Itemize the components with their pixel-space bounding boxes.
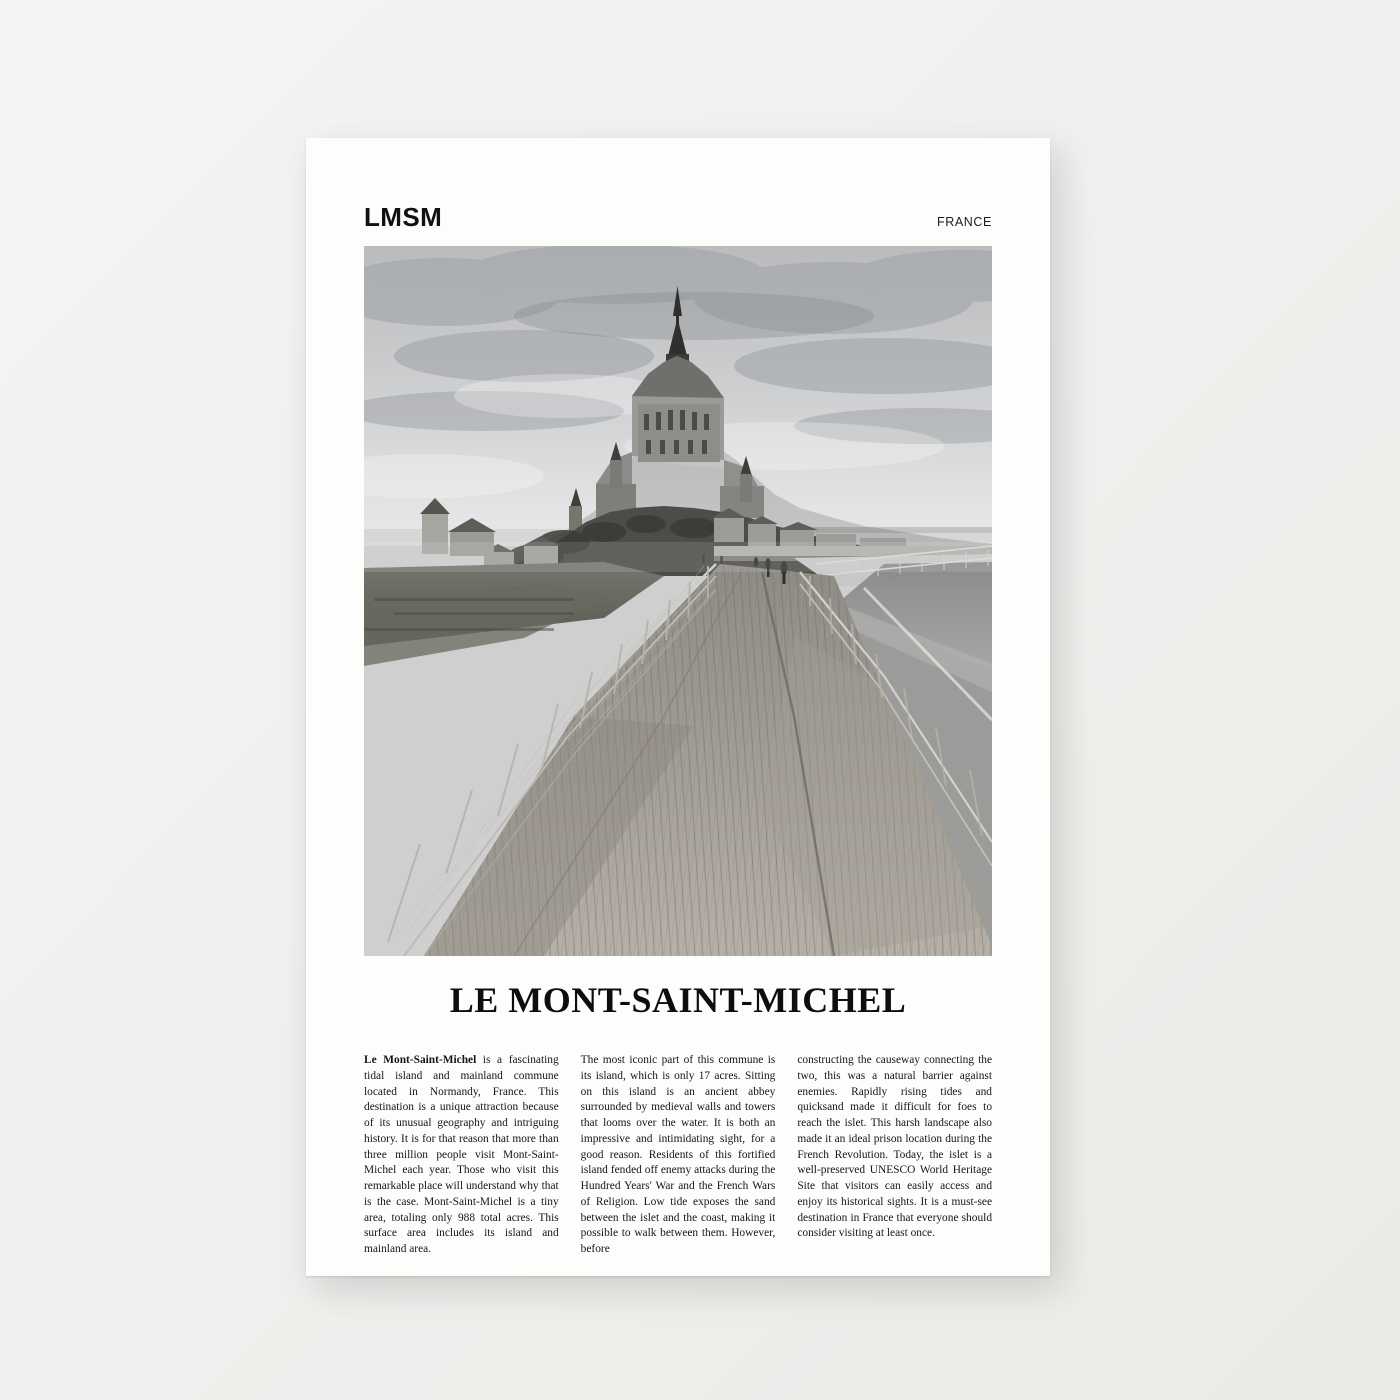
body-column-1 — [364, 1053, 559, 1258]
page-title: LE MONT-SAINT-MICHEL — [449, 980, 907, 1020]
poster-content — [364, 202, 993, 1255]
poster-photograph — [364, 246, 992, 956]
lead-place-name: Le Mont-Saint-Michel — [364, 1054, 477, 1067]
body-column-3: constructing the causeway connecting the two, this was a natural barrier against enemies. Rapidly rising tides and quicksand made it difficult for foes to reach the islet. This harsh landscape also made it an ideal prison location during the French Revolution. Today, the islet is a well-preserved UNESCO World Heritage Site that visitors can easily access and enjoy its historical sights. It is a must-see destination in France that everyone should consider visiting at least once. — [797, 1054, 993, 1240]
country-label: FRANCE — [937, 215, 992, 229]
body-column-2: The most iconic part of this commune is its island, which is only 17 acres. Sitting on this island is an ancient abbey surrounded by medieval walls and towers that looms over the water. It is both an impressive and intimidating sight, for a good reason. Residents of this fortified island fended off enemy attacks during the Hundred Years' War and the French Wars of Religion. Low tide exposes the sand between the islet and the coast, making it possible to walk between them. However, before — [580, 1054, 776, 1255]
mont-saint-michel-photo — [364, 246, 992, 956]
body-column-1-text: is a fascinating tidal island and mainland commune located in Normandy, France. This destination is a unique attraction because of its unusual geography and intriguing history. It is for that reason that more than three million people visit Mont-Saint-Michel each year. Those who visit this remarkable place will understand why that is the case. Mont-Saint-Michel is a tiny area, totaling only 988 total acres. This surface area includes its island and mainland area. — [364, 1054, 559, 1255]
brand-mark: LMSM — [364, 202, 443, 232]
poster-sheet — [306, 138, 1050, 1276]
poster-header — [364, 204, 992, 238]
poster-body-columns — [364, 1042, 992, 1269]
